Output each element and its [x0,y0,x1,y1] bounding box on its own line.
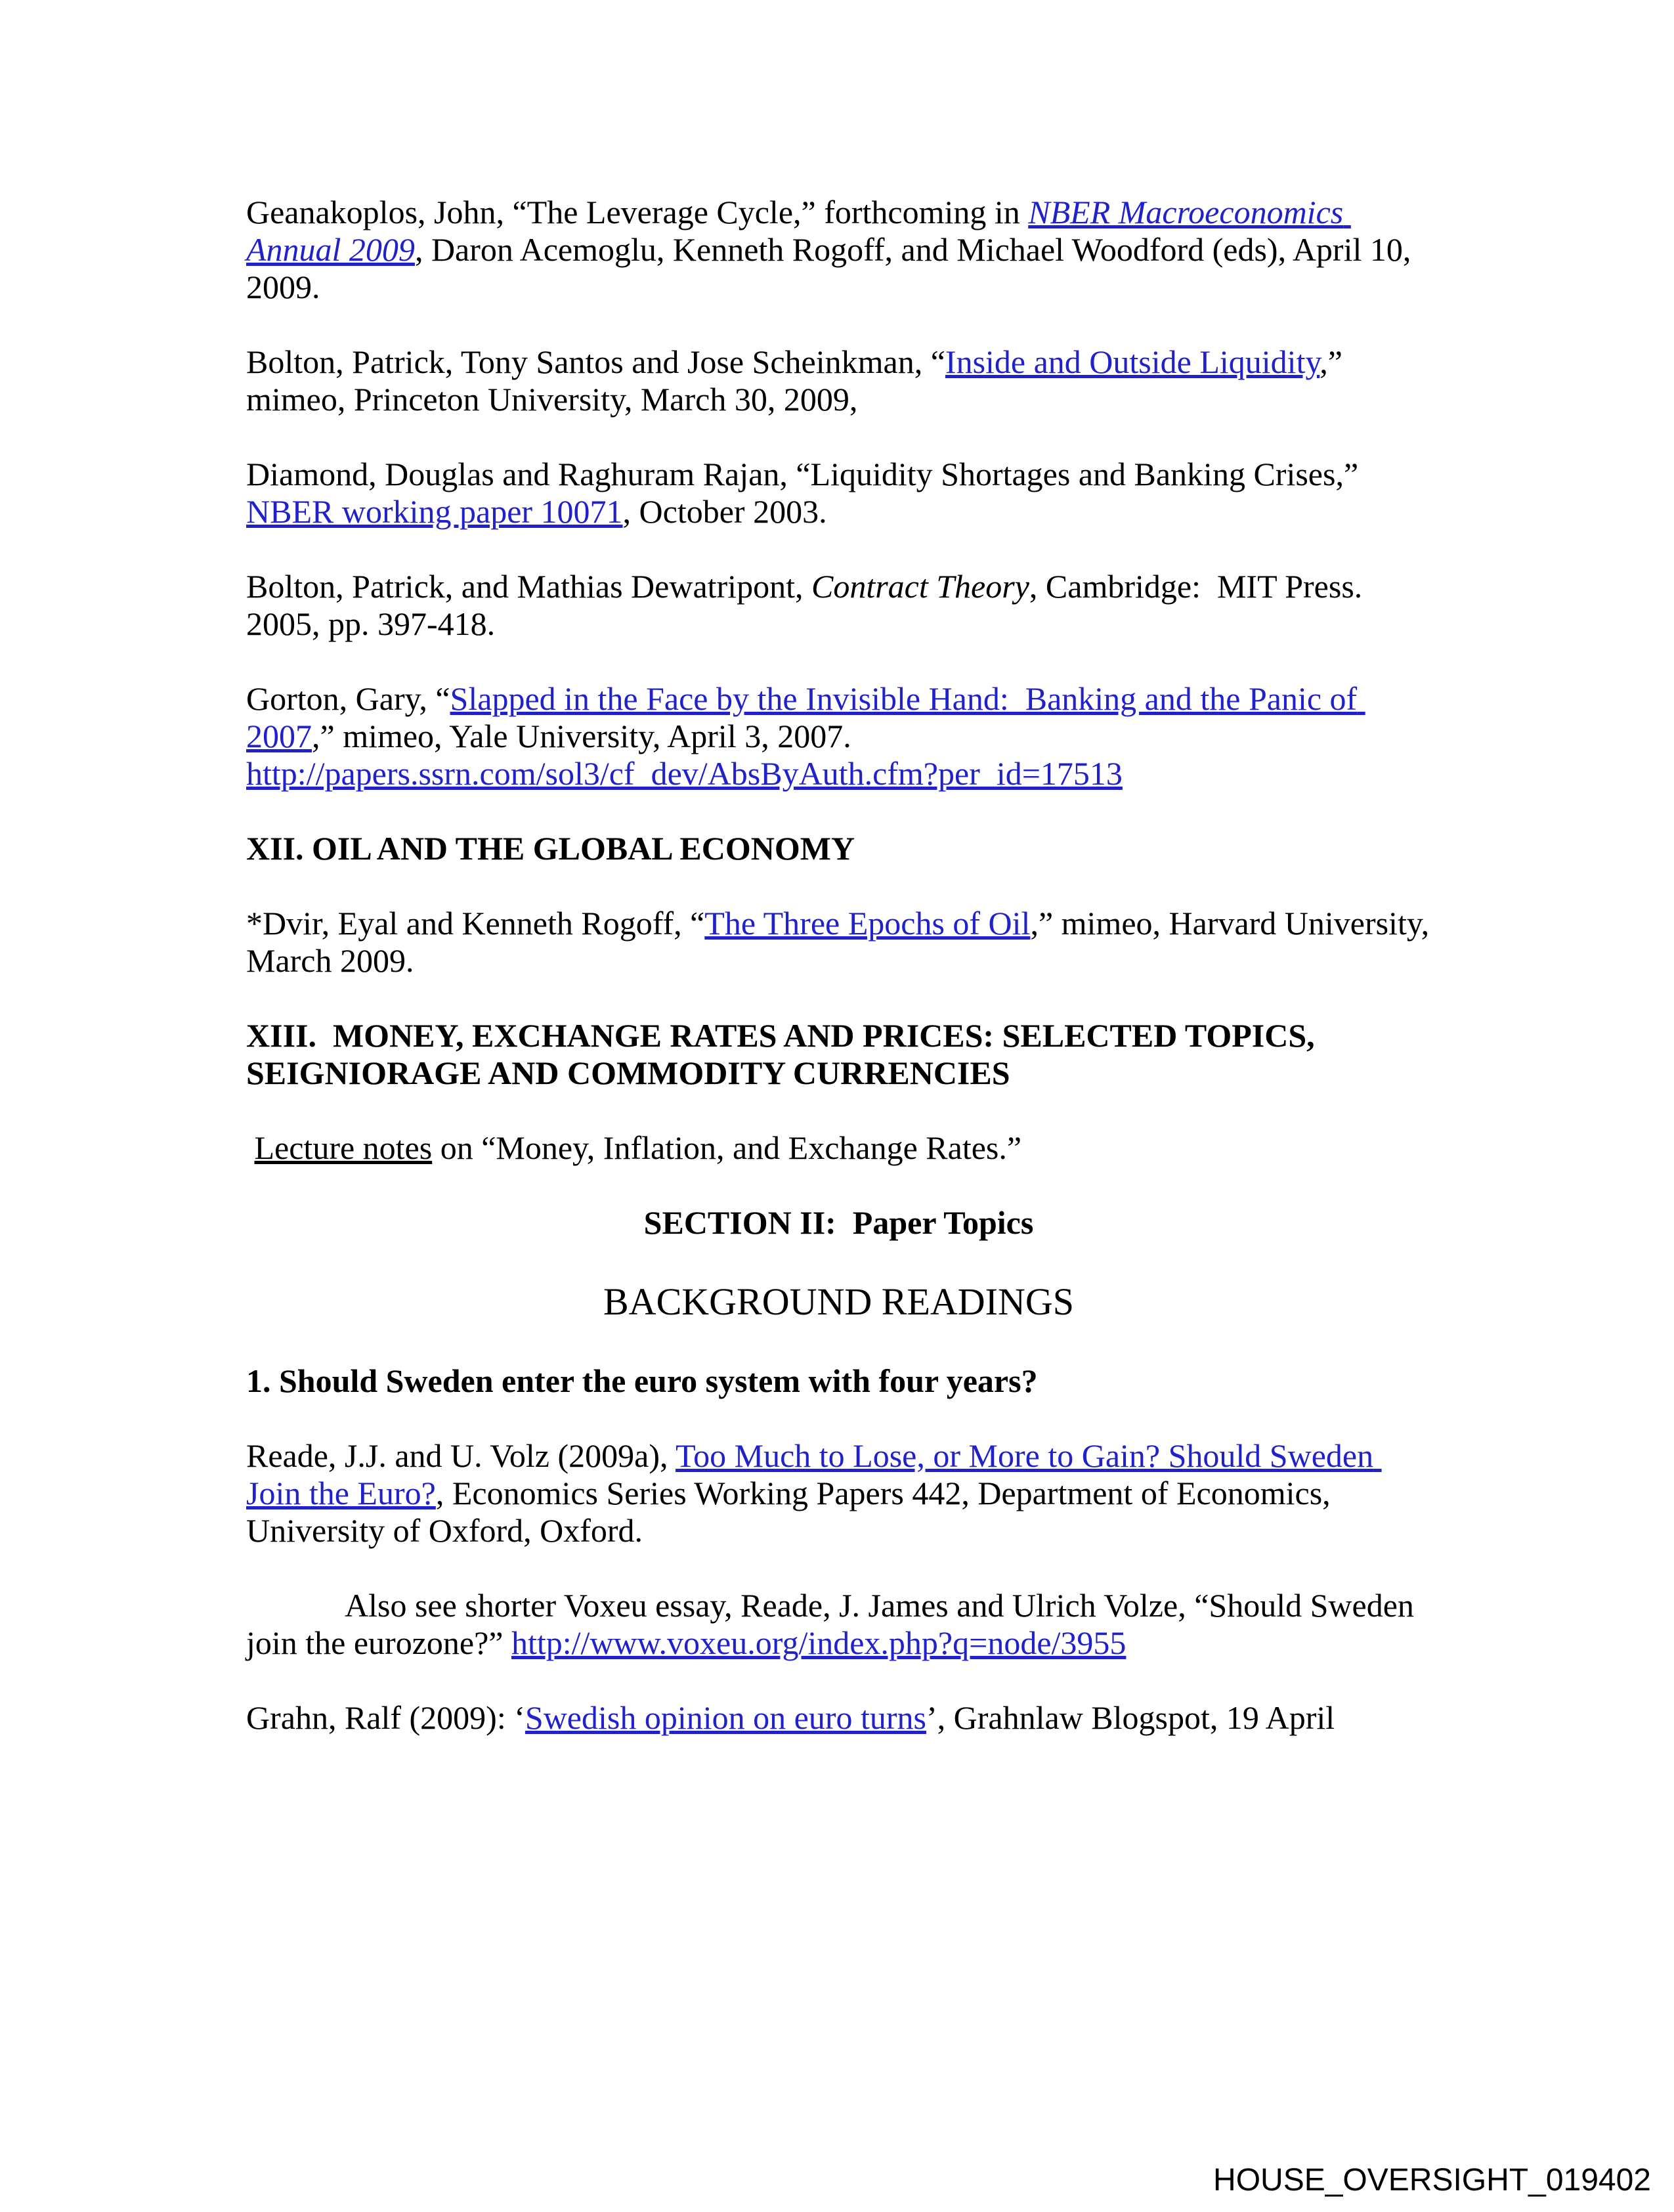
lecture-notes-label: Lecture notes [254,1129,433,1166]
ref-lecture-notes [246,1129,1431,1167]
text-run: XII. OIL AND THE GLOBAL ECONOMY [246,830,855,867]
ref-reade-volz [246,1437,1431,1550]
link-inside-and-outside-liquidity[interactable]: Inside and Outside Liquidity [945,343,1320,380]
ref-voxeu-essay [246,1587,1431,1662]
ref-geanakoplos [246,194,1431,306]
document-body [246,194,1438,1774]
text-run: , Daron Acemoglu, Kenneth Rogoff, and Michael Woodford (eds), April 10, 2009. [246,231,1419,305]
text-run: , October 2003. [622,493,827,530]
text-run: BACKGROUND READINGS [603,1280,1074,1323]
text-run: 1. Should Sweden enter the euro system with four years? [246,1362,1038,1399]
ref-grahn [246,1699,1431,1737]
link-three-epochs-of-oil[interactable]: The Three Epochs of Oil [704,905,1031,942]
link-ssrn-url[interactable]: http://papers.ssrn.com/sol3/cf_dev/AbsByAuth.cfm?per_id=17513 [246,755,1123,792]
link-nber-working-paper-10071[interactable]: NBER working paper 10071 [246,493,623,530]
text-run: , Cambridge: MIT Press. 2005, pp. 397-418. [246,568,1371,642]
ref-dvir-rogoff [246,905,1438,980]
text-run: ,” mimeo, Princeton University, March 30, 2009, [246,343,1351,418]
ref-diamond-rajan [246,456,1431,531]
text-run: Also see shorter Voxeu essay, Reade, J. James and Ulrich Volze, “Should Sweden join the eurozone?” [246,1587,1423,1661]
link-nber-macroeconomics-annual[interactable]: NBER Macroeconomics Annual 2009 [246,194,1351,268]
ref-bolton-dewatripont [246,568,1431,643]
link-slapped-in-the-face[interactable]: Slapped in the Face by the Invisible Hand: Banking and the Panic of 2007 [246,680,1365,754]
text-run: ’, Grahnlaw Blogspot, 19 April [926,1699,1335,1736]
ref-bolton-santos-scheinkman [246,343,1431,418]
text-run: Grahn, Ralf (2009): ‘ [246,1699,525,1736]
text-run: ,” mimeo, Yale University, April 3, 2007. [312,718,851,754]
text-run: Bolton, Patrick, Tony Santos and Jose Scheinkman, “ [246,343,945,380]
heading-section-ii-paper-topics [246,1204,1431,1242]
text-run: Diamond, Douglas and Raghuram Rajan, “Liquidity Shortages and Banking Crises,” [246,456,1367,492]
link-voxeu-url[interactable]: http://www.voxeu.org/index.php?q=node/3955 [511,1624,1127,1661]
text-run: Bolton, Patrick, and Mathias Dewatripont, [246,568,811,605]
link-too-much-to-lose[interactable]: Too Much to Lose, or More to Gain? Should Sweden Join the Euro? [246,1437,1382,1511]
text-run: SECTION II: Paper Topics [643,1204,1034,1241]
bates-stamp: HOUSE_OVERSIGHT_019402 [1213,2163,1651,2198]
text-run: Reade, J.J. and U. Volz (2009a), [246,1437,676,1474]
heading-section-xii [246,830,1431,867]
heading-section-xiii [246,1017,1431,1092]
text-run: XIII. MONEY, EXCHANGE RATES AND PRICES: SELECTED TOPICS, SEIGNIORAGE AND COMMODITY CURRENCIES [246,1017,1323,1091]
text-run: Geanakoplos, John, “The Leverage Cycle,” forthcoming in [246,194,1029,230]
heading-topic-1 [246,1362,1431,1400]
heading-background-readings [246,1279,1431,1325]
ref-gorton [246,680,1431,792]
text-run: on “Money, Inflation, and Exchange Rates.” [432,1129,1022,1166]
text-run [246,1129,255,1166]
text-run: Gorton, Gary, “ [246,680,450,717]
link-swedish-opinion-on-euro-turns[interactable]: Swedish opinion on euro turns [525,1699,926,1736]
book-title-contract-theory: Contract Theory [811,568,1029,605]
text-run: , Economics Series Working Papers 442, Department of Economics, University of Oxford, Oxford. [246,1475,1339,1549]
text-run: ,” mimeo, Harvard University, March 2009. [246,905,1438,979]
text-run: *Dvir, Eyal and Kenneth Rogoff, “ [246,905,705,942]
